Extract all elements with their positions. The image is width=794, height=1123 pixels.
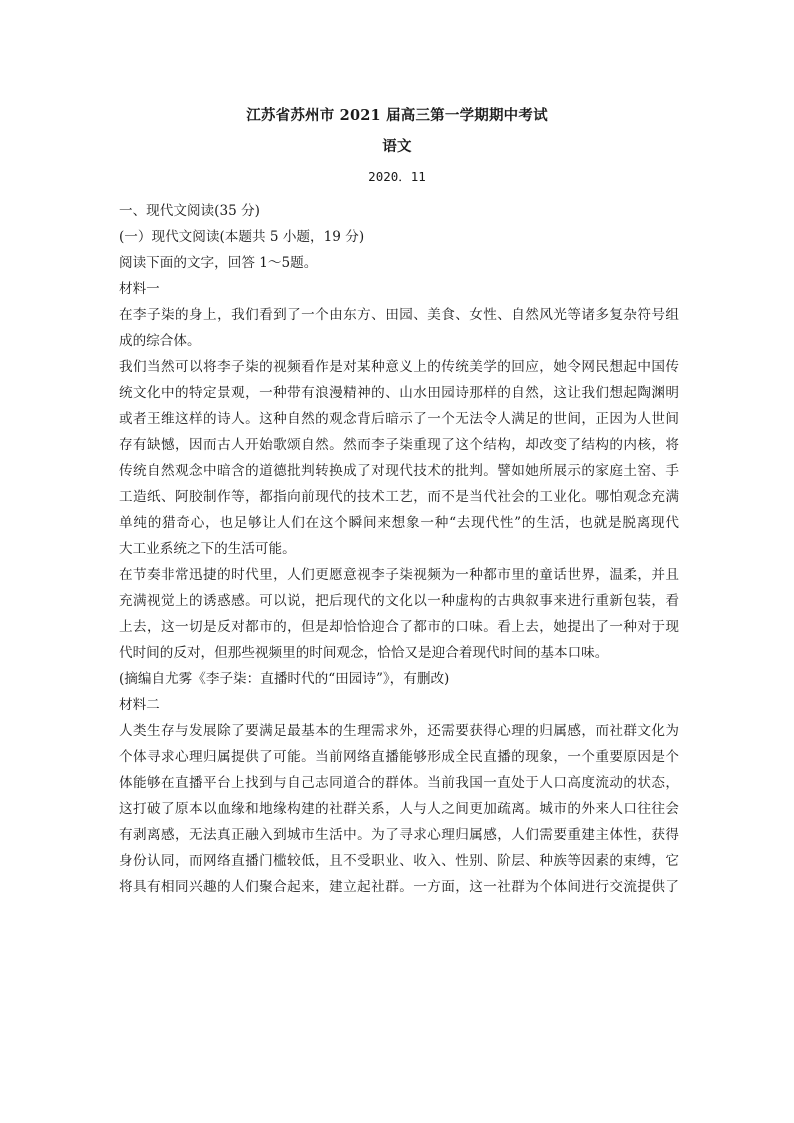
text-line: 体能够在直播平台上找到与自己志同道合的群体。当前我国一直处于人口高度流动的状态， (119, 775, 679, 791)
exam-date: 2020．11 (368, 169, 426, 184)
text-line: 统文化中的特定景观，一种带有浪漫精神的、山水田园诗那样的自然，这让我们想起陶渊明 (119, 385, 679, 401)
material-two-paragraph-1 (119, 718, 679, 900)
text-line: 成的综合体。 (119, 333, 201, 349)
text-line: 人类生存与发展除了要满足最基本的生理需求外，还需要获得心理的归属感，而社群文化为 (119, 723, 679, 739)
text-line: 将具有相同兴趣的人们聚合起来，建立起社群。一方面，这一社群为个体间进行交流提供了 (119, 879, 679, 895)
text-line: 在李子柒的身上，我们看到了一个由东方、田园、美食、女性、自然风光等诸多复杂符号组 (119, 307, 679, 323)
text-line: 上去，这一切是反对都市的，但是却恰恰迎合了都市的口味。看上去，她提出了一种对于现 (119, 619, 679, 635)
text-line: 有剥离感，无法真正融入到城市生活中。为了寻求心理归属感，人们需要重建主体性，获得 (119, 827, 679, 843)
section-subheading: (一）现代文阅读(本题共 5 小题，19 分) (119, 229, 365, 245)
material-one-source: (摘编自尤雾《李子柒：直播时代的“田园诗”》，有删改) (119, 671, 450, 687)
material-one-paragraph-3 (119, 562, 679, 666)
text-line: 在节奏非常迅捷的时代里，人们更愿意视李子柒视频为一种都市里的童话世界，温柔，并且 (119, 567, 679, 583)
text-line: 充满视觉上的诱惑感。可以说，把后现代的文化以一种虚构的古典叙事来进行重新包装，看 (119, 593, 679, 609)
material-two-label: 材料二 (119, 697, 160, 713)
section-heading: 一、现代文阅读(35 分) (119, 203, 260, 219)
material-one-paragraph-1 (119, 302, 679, 354)
text-line: 代时间的反对，但那些视频里的时间观念，恰恰又是迎合着现代时间的基本口味。 (119, 645, 609, 661)
material-one-paragraph-2 (119, 354, 679, 562)
text-line: 身份认同，而网络直播门槛较低，且不受职业、收入、性别、阶层、种族等因素的束缚，它 (119, 853, 679, 869)
exam-title: 江苏省苏州市 2021 届高三第一学期期中考试 (246, 107, 548, 124)
text-line: 单纯的猎奇心，也足够让人们在这个瞬间来想象一种“去现代性”的生活，也就是脱离现代 (119, 515, 679, 531)
material-one-label: 材料一 (119, 281, 160, 297)
text-line: 个体寻求心理归属提供了可能。当前网络直播能够形成全民直播的现象，一个重要原因是个 (119, 749, 679, 765)
text-line: 我们当然可以将李子柒的视频看作是对某种意义上的传统美学的回应，她令网民想起中国传 (119, 359, 679, 375)
text-line: 传统自然观念中暗含的道德批判转换成了对现代技术的批判。譬如她所展示的家庭土窑、手 (119, 463, 679, 479)
text-line: 或者王维这样的诗人。这种自然的观念背后暗示了一个无法令人满足的世间，正因为人世间 (119, 411, 679, 427)
document-body (119, 198, 679, 900)
text-line: 工造纸、阿胶制作等，都指向前现代的技术工艺，而不是当代社会的工业化。哪怕观念充满 (119, 489, 679, 505)
text-line: 这打破了原本以血缘和地缘构建的社群关系，人与人之间更加疏离。城市的外来人口往往会 (119, 801, 679, 817)
reading-instruction: 阅读下面的文字，回答 1～5题。 (119, 255, 318, 271)
text-line: 存有缺憾，因而古人开始歌颂自然。然而李子柒重现了这个结构，却改变了结构的内核，将 (119, 437, 679, 453)
subject-title: 语文 (382, 138, 412, 155)
text-line: 大工业系统之下的生活可能。 (119, 541, 296, 557)
